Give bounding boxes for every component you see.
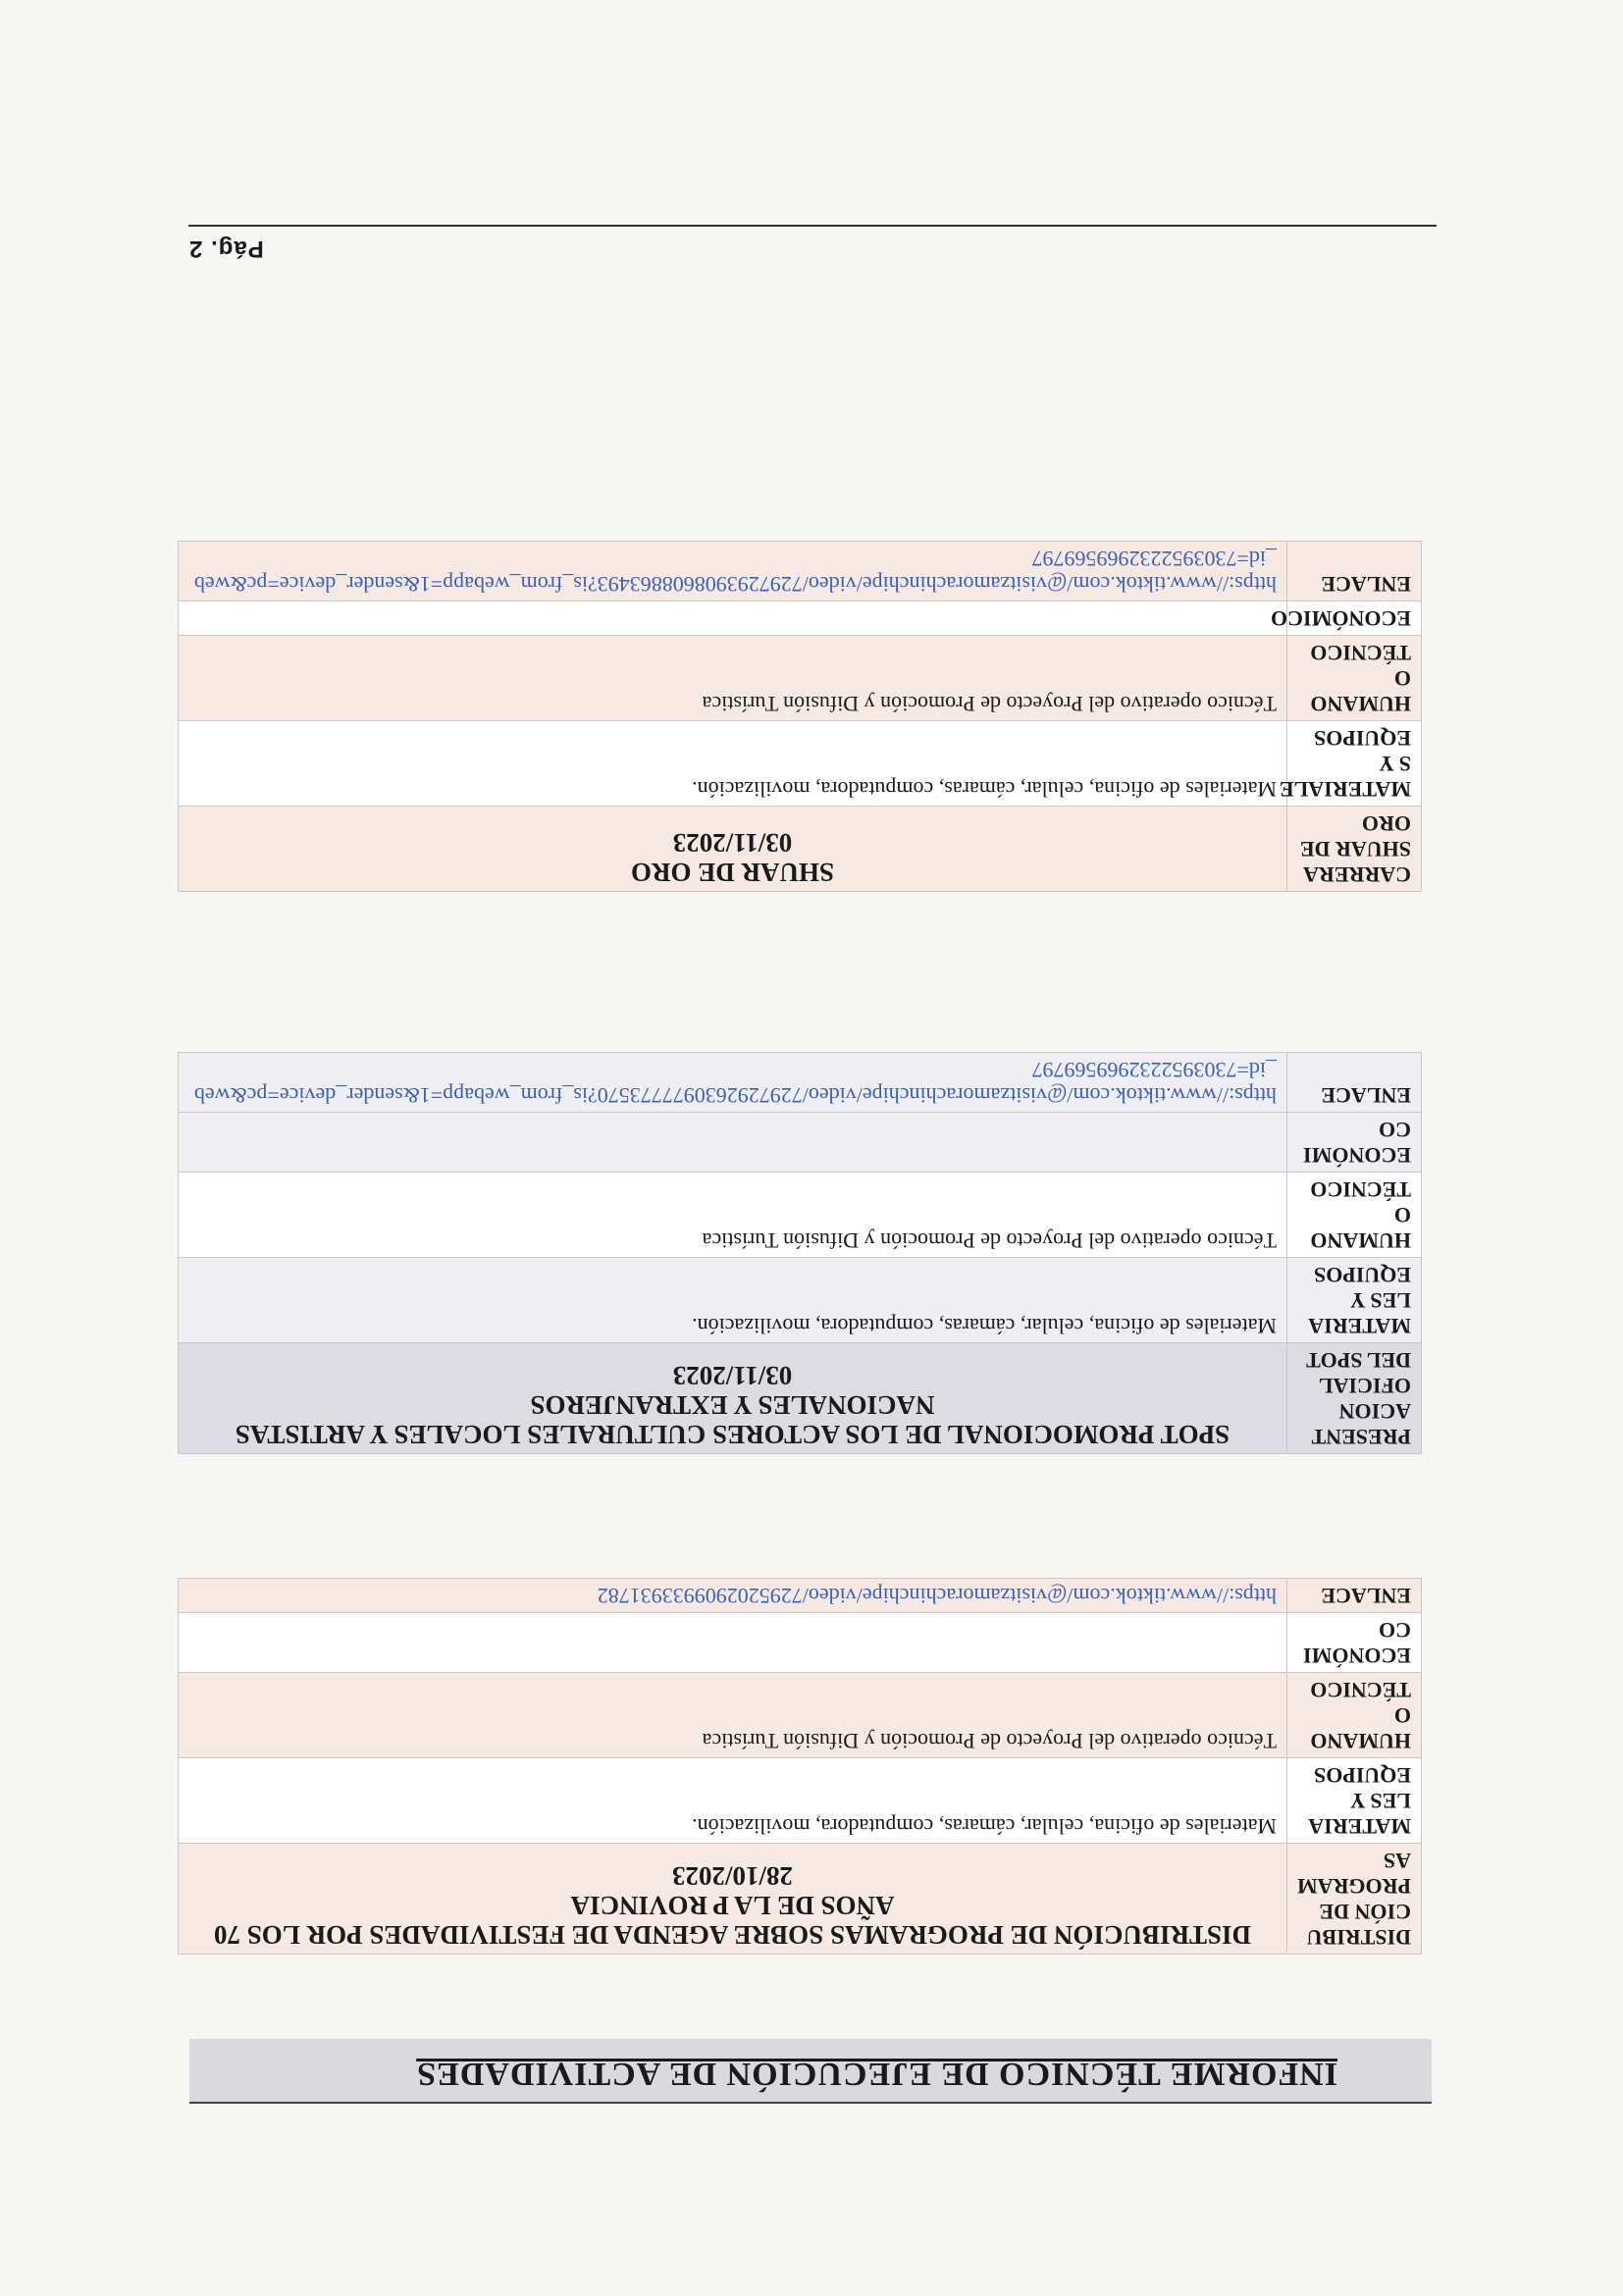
activity-cell <box>179 1343 1287 1454</box>
activity-cell <box>179 1844 1287 1955</box>
economic-label: ECONÓMI CO <box>1287 1613 1422 1673</box>
economic-value <box>179 601 1287 636</box>
activity-label: PRESENT ACION OFICIAL DEL SPOT <box>1287 1343 1422 1454</box>
economic-row <box>179 601 1422 636</box>
activity-cell <box>179 807 1287 892</box>
economic-row <box>179 1113 1422 1173</box>
activity-table-3 <box>178 541 1422 892</box>
human-row <box>179 1173 1422 1258</box>
materials-value: Materiales de oficina, celular, cámaras, computadora, movilización. <box>179 1258 1287 1343</box>
activity-date: 03/11/2023 <box>672 828 793 858</box>
report-title-bar <box>189 2039 1432 2104</box>
economic-value <box>179 1113 1287 1173</box>
link-cell <box>179 1579 1287 1613</box>
materials-row <box>179 721 1422 807</box>
activity-row <box>179 1343 1422 1454</box>
human-value: Técnico operativo del Proyecto de Promoción y Difusión Turística <box>179 1173 1287 1258</box>
activity-label: DISTRIBU CIÓN DE PROGRAM AS <box>1287 1844 1422 1955</box>
activity-label: CARRERA SHUAR DE ORO <box>1287 807 1422 892</box>
materials-label: MATERIA LES Y EQUIPOS <box>1287 1258 1422 1343</box>
link-label: ENLACE <box>1287 1053 1422 1113</box>
economic-label: ECONÓMI CO <box>1287 1113 1422 1173</box>
page-number: Pág. 2 <box>188 235 264 262</box>
human-value: Técnico operativo del Proyecto de Promoción y Difusión Turística <box>179 636 1287 721</box>
human-label: HUMANO O TÉCNICO <box>1287 1173 1422 1258</box>
human-row <box>179 1673 1422 1758</box>
human-label: HUMANO O TÉCNICO <box>1287 636 1422 721</box>
activity-date: 03/11/2023 <box>672 1361 793 1390</box>
report-title: INFORME TÉCNICO DE EJECUCIÓN DE ACTIVIDADES <box>416 2056 1337 2092</box>
tiktok-link[interactable]: https://www.tiktok.com/@visitzamorachinchipe/video/7295202909933931782 <box>597 1584 1277 1608</box>
human-row <box>179 636 1422 721</box>
materials-label: MATERIALE S Y EQUIPOS <box>1287 721 1422 807</box>
economic-value <box>179 1613 1287 1673</box>
link-cell <box>179 542 1287 601</box>
tiktok-link[interactable]: https://www.tiktok.com/@visitzamorachinchipe/video/7297292630977773570?is_from_webapp=1&sender_device=pc&web_id=7303952232969569797 <box>193 1058 1277 1108</box>
activity-table-2 <box>178 1052 1422 1454</box>
materials-label: MATERIA LES Y EQUIPOS <box>1287 1758 1422 1844</box>
materials-row <box>179 1758 1422 1844</box>
materials-value: Materiales de oficina, celular, cámaras, computadora, movilización. <box>179 1758 1287 1844</box>
materials-row <box>179 1258 1422 1343</box>
tiktok-link[interactable]: https://www.tiktok.com/@visitzamorachinchipe/video/7297293908608863493?is_from_webapp=1&sender_device=pc&web_id=7303952232969569797 <box>193 547 1277 597</box>
page-header <box>188 225 1437 268</box>
activity-row <box>179 1844 1422 1955</box>
materials-value: Materiales de oficina, celular, cámaras, computadora, movilización. <box>179 721 1287 807</box>
activity-name: DISTRIBUCIÓN DE PROGRAMAS SOBRE AGENDA DE FESTIVIDADES POR LOS 70 AÑOS DE LA P ROVINCIA <box>214 1891 1251 1950</box>
human-label: HUMANO O TÉCNICO <box>1287 1673 1422 1758</box>
human-value: Técnico operativo del Proyecto de Promoción y Difusión Turística <box>179 1673 1287 1758</box>
activity-date: 28/10/2023 <box>672 1861 794 1891</box>
link-cell <box>179 1053 1287 1113</box>
link-row <box>179 1579 1422 1613</box>
economic-row <box>179 1613 1422 1673</box>
activity-table-1 <box>178 1578 1422 1955</box>
activity-name: SPOT PROMOCIONAL DE LOS ACTORES CULTURALES LOCALES Y ARTISTAS NACIONALES Y EXTRANJEROS <box>235 1390 1230 1449</box>
activity-name: SHUAR DE ORO <box>630 858 835 887</box>
link-row <box>179 542 1422 601</box>
link-label: ENLACE <box>1287 542 1422 601</box>
activity-row <box>179 807 1422 892</box>
link-row <box>179 1053 1422 1113</box>
economic-label: ECONÓMICO <box>1287 601 1422 636</box>
link-label: ENLACE <box>1287 1579 1422 1613</box>
